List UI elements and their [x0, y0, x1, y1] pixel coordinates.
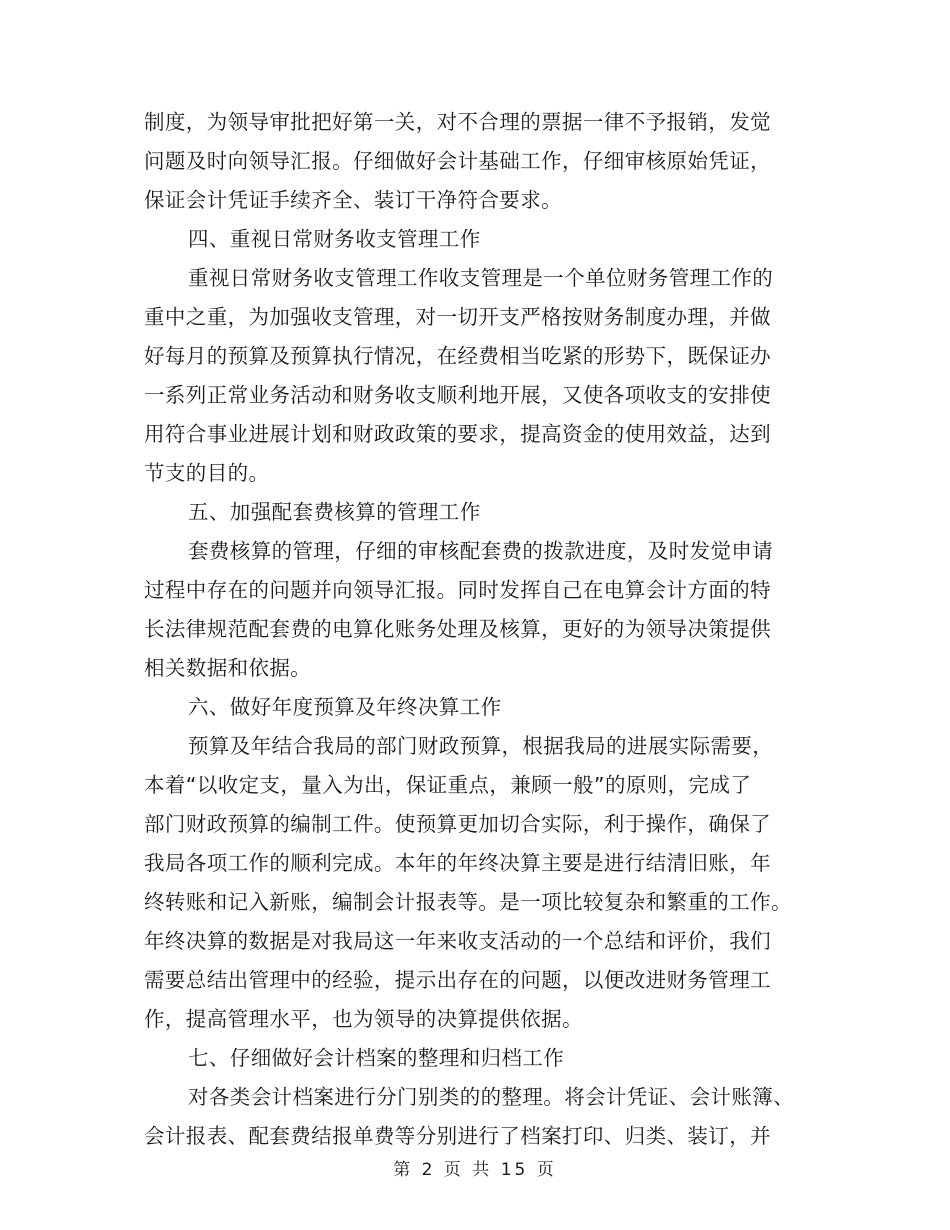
text-line: 作，提高管理水平，也为领导的决算提供依据。: [144, 1007, 583, 1031]
text-line: 需要总结出管理中的经验，提示出存在的问题，以便改进财务管理工: [144, 968, 771, 992]
text-line: 我局各项工作的顺利完成。本年的年终决算主要是进行结清旧账，年: [144, 851, 771, 875]
text-line: 部门财政预算的编制工件。使预算更加切合实际，利于操作，确保了: [144, 812, 771, 836]
text-line: 长法律规范配套费的电算化账务处理及核算，更好的为领导决策提供: [144, 617, 771, 641]
text-line: 会计报表、配套费结报单费等分别进行了档案打印、归类、装订，并: [144, 1124, 771, 1148]
text-line: 对各类会计档案进行分门别类的的整理。将会计凭证、会计账簿、: [188, 1085, 795, 1109]
text-line: 套费核算的管理，仔细的审核配套费的拨款进度，及时发觉申请: [188, 539, 774, 563]
text-line: 好每月的预算及预算执行情况，在经费相当吃紧的形势下，既保证办: [144, 344, 771, 368]
text-line: 保证会计凭证手续齐全、装订干净符合要求。: [144, 188, 562, 212]
text-line: 预算及年结合我局的部门财政预算，根据我局的进展实际需要，: [188, 734, 774, 758]
text-line: 节支的目的。: [144, 461, 270, 485]
section-heading: 五、加强配套费核算的管理工作: [188, 500, 481, 524]
text-line: 过程中存在的问题并向领导汇报。同时发挥自己在电算会计方面的特: [144, 578, 771, 602]
text-line: 终转账和记入新账，编制会计报表等。是一项比较复杂和繁重的工作。: [144, 890, 792, 914]
section-heading: 四、重视日常财务收支管理工作: [188, 227, 481, 251]
text-line: 一系列正常业务活动和财务收支顺利地开展，又使各项收支的安排使: [144, 383, 771, 407]
text-line: 制度，为领导审批把好第一关，对不合理的票据一律不予报销，发觉: [144, 110, 771, 134]
document-body: [144, 103, 804, 1156]
section-heading: 七、仔细做好会计档案的整理和归档工作: [188, 1046, 565, 1070]
page-number-footer: 第 2 页 共 15 页: [393, 1160, 557, 1180]
text-line: 重中之重，为加强收支管理，对一切开支严格按财务制度办理，并做: [144, 305, 771, 329]
text-line: 年终决算的数据是对我局这一年来收支活动的一个总结和评价，我们: [144, 929, 771, 953]
text-line: 相关数据和依据。: [144, 656, 312, 680]
text-line: 问题及时向领导汇报。仔细做好会计基础工作，仔细审核原始凭证，: [144, 149, 771, 173]
text-line: 本着“以收定支，量入为出，保证重点，兼顾一般”的原则，完成了: [144, 773, 752, 797]
text-line: 重视日常财务收支管理工作收支管理是一个单位财务管理工作的: [188, 266, 774, 290]
text-line: 用符合事业进展计划和财政政策的要求，提高资金的使用效益，达到: [144, 422, 771, 446]
section-heading: 六、做好年度预算及年终决算工作: [188, 695, 502, 719]
